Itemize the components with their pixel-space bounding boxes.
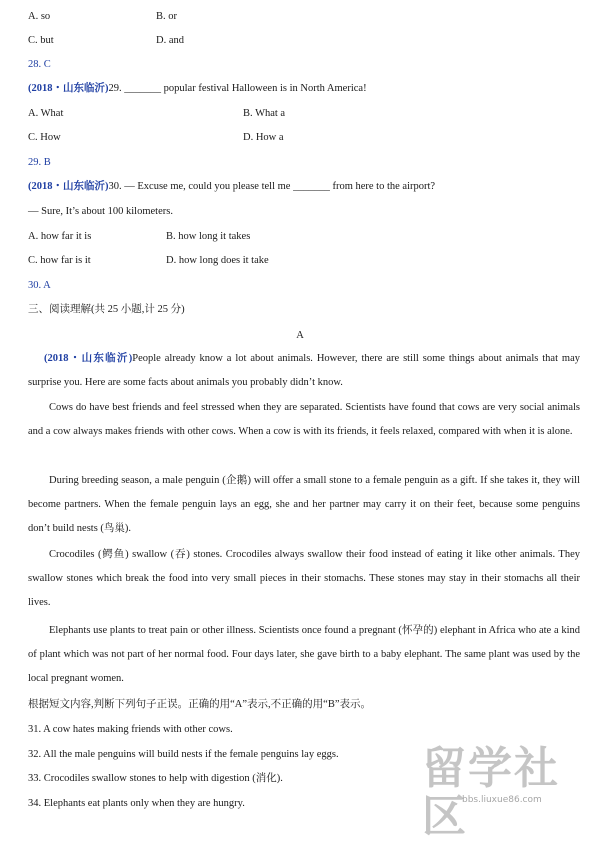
q28-option-b: B. or — [156, 11, 177, 22]
q30-source: (2018・山东临沂) — [28, 181, 109, 192]
passage-paragraph-4: Crocodiles (鳄鱼) swallow (吞) stones. Crocodiles always swallow their food instead of eating it like other animals. They swallow stones which break the food into very small pieces in their stomachs. These stones may stay in their stomachs all their lives. — [28, 549, 580, 609]
instruction: 根据短文内容,判断下列句子正误。正确的用“A”表示,不正确的用“B”表示。 — [28, 699, 371, 710]
watermark — [422, 743, 592, 842]
q28-option-c: C. but — [28, 35, 54, 46]
q29-answer: 29. B — [28, 157, 51, 168]
q30-option-a: A. how far it is — [28, 231, 92, 242]
statement-31: 31. A cow hates making friends with other cows. — [28, 724, 233, 735]
watermark-url: bbs.liuxue86.com — [462, 795, 542, 805]
passage-paragraph-3: During breeding season, a male penguin (企鹅) will offer a small stone to a female penguin as a gift. If she takes it, they will become partners. When the female penguin lays an egg, she and her partner may carry it on their feet, because some penguins don’t build nests (鸟巢). — [28, 475, 580, 535]
watermark-logo: 留学社区 — [422, 743, 560, 842]
passage-label: A — [296, 330, 304, 341]
q30-option-b: B. how long it takes — [166, 231, 251, 242]
statement-32: 32. All the male penguins will build nests if the female penguins lay eggs. — [28, 749, 339, 760]
q29-option-b: B. What a — [243, 108, 286, 119]
q30-reply: — Sure, It’s about 100 kilometers. — [28, 206, 173, 217]
q30-option-d: D. how long does it take — [166, 255, 269, 266]
passage-paragraph-5: Elephants use plants to treat pain or other illness. Scientists once found a pregnant (怀孕的) elephant in Africa who ate a kind of plant which was not part of her normal food. Four days later, she gave birth to a baby elephant. The same plant was used by the local pregnant women. — [28, 625, 580, 685]
statement-34: 34. Elephants eat plants only when they are hungry. — [28, 798, 245, 809]
q30-stem: 30. — Excuse me, could you please tell me _______ from here to the airport? — [108, 181, 436, 192]
q30-question — [28, 180, 435, 193]
statement-33: 33. Crocodiles swallow stones to help with digestion (消化). — [28, 773, 283, 784]
q29-option-c: C. How — [28, 132, 61, 143]
q28-option-d: D. and — [156, 35, 184, 46]
q29-source: (2018・山东临沂) — [28, 83, 109, 94]
q29-option-a: A. What — [28, 108, 64, 119]
q30-option-c: C. how far is it — [28, 255, 91, 266]
q29-stem: 29. _______ popular festival Halloween is in North America! — [108, 83, 367, 94]
q29-question — [28, 82, 367, 95]
q28-answer: 28. C — [28, 59, 51, 70]
section-title: 三、阅读理解(共 25 小题,计 25 分) — [28, 304, 185, 315]
passage-source: (2018・山东临沂) — [44, 353, 133, 364]
q28-option-a: A. so — [28, 11, 51, 22]
q30-answer: 30. A — [28, 280, 51, 291]
passage-paragraph-2: Cows do have best friends and feel stressed when they are separated. Scientists have found that cows are very social animals and a cow always makes friends with other cows. When a cow is with its friends, it feels relaxed, compared with when it is alone. — [28, 402, 580, 438]
passage-paragraph-1: (2018・山东临沂)People already know a lot about animals. However, there are still some things about animals that may surprise you. Here are some facts about animals you probably didn’t know. — [28, 353, 580, 389]
q29-option-d: D. How a — [243, 132, 284, 143]
